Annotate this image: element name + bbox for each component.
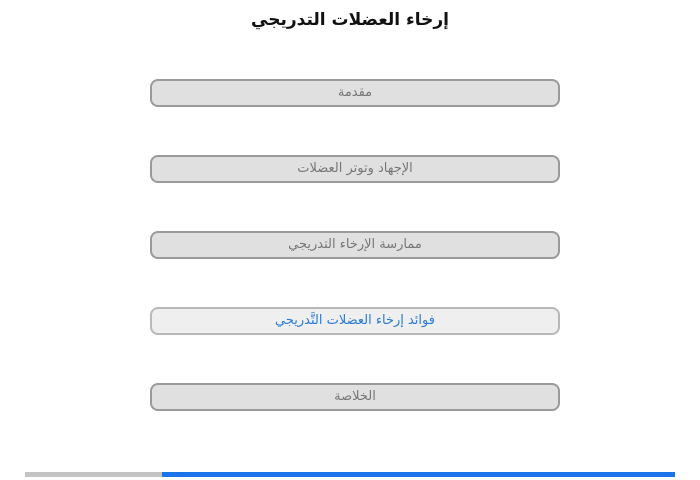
menu-item-introduction[interactable]: مقدمة (150, 79, 560, 107)
menu-item-conclusion[interactable]: الخلاصة (150, 383, 560, 411)
progress-bar (25, 472, 675, 477)
progress-bar-remaining (25, 472, 162, 477)
menu-item-benefits[interactable]: فوائد إرخاء العضلات التَّدريجي (150, 307, 560, 335)
menu-item-stress-tension[interactable]: الإجهاد وتوتر العضلات (150, 155, 560, 183)
menu-item-practice[interactable]: ممارسة الإرخاء التدريجي (150, 231, 560, 259)
page-title: إرخاء العضلات التدريجي (251, 10, 449, 30)
